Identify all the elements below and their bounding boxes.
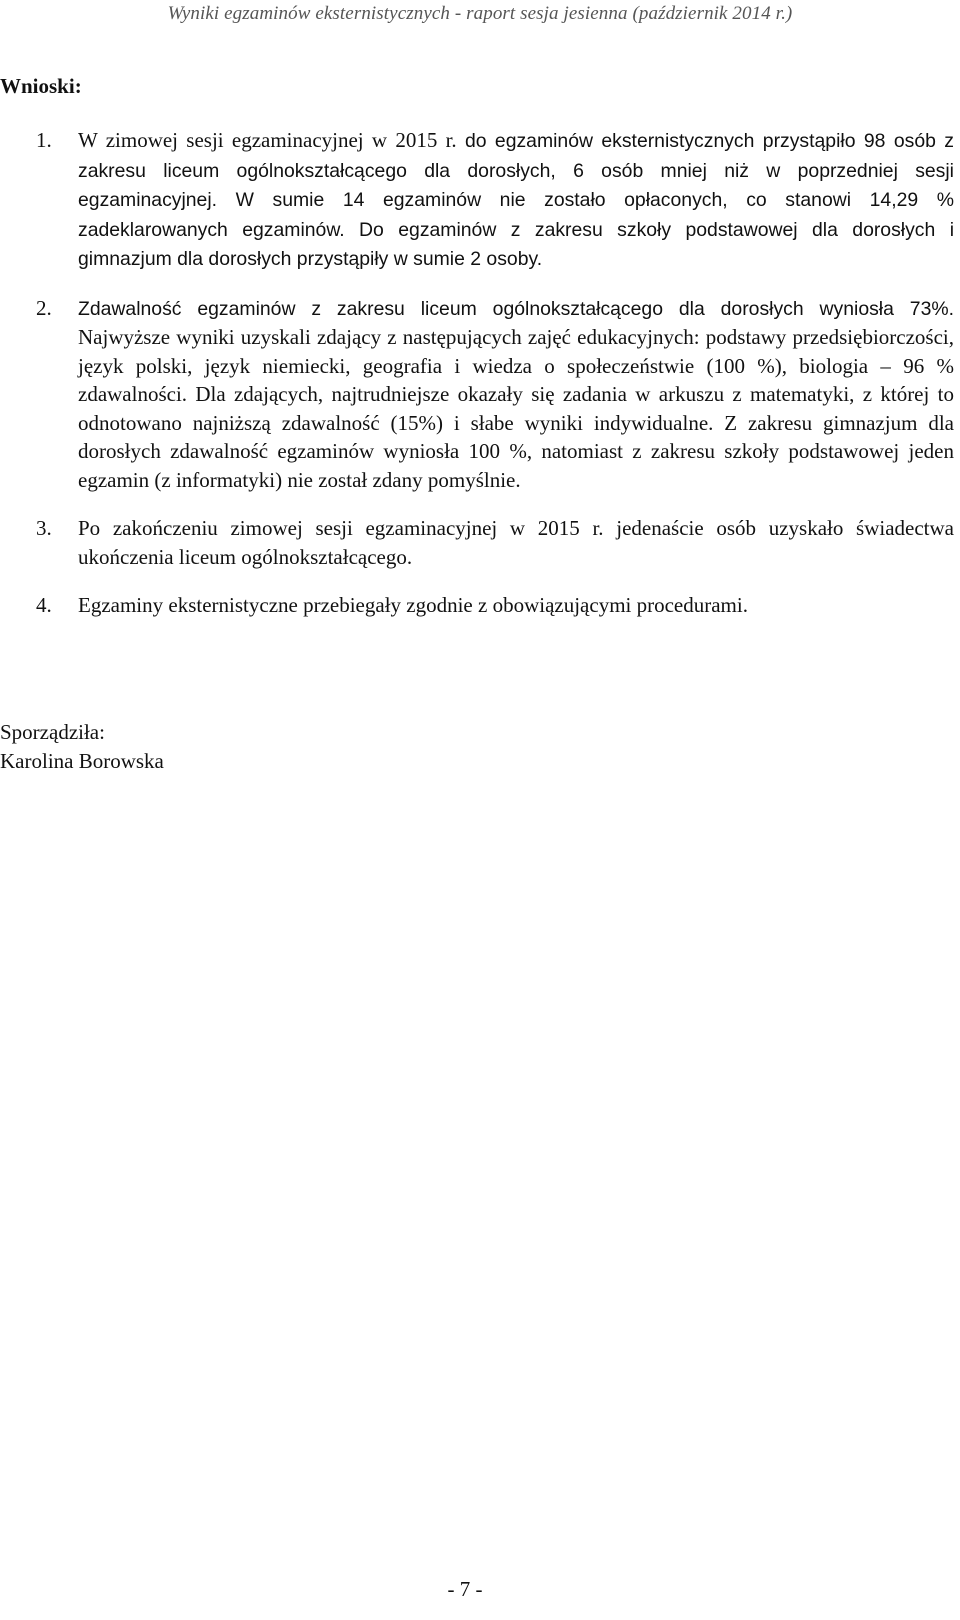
conclusion-text [78,294,954,495]
conclusion-text [78,126,954,274]
conclusions-list [36,126,954,620]
conclusion-text: Egzaminy eksternistyczne przebiegały zgodnie z obowiązującymi procedurami. [78,593,748,617]
signature-label: Sporządziła: [0,720,105,744]
conclusion-number: 3. [36,516,52,540]
signature-block [0,718,164,776]
conclusion-text: Po zakończeniu zimowej sesji egzaminacyjnej w 2015 r. jedenaście osób uzyskało świadectwa ukończenia liceum ogólnokształcącego. [78,516,954,569]
conclusion-text-part: Najwyższe wyniki uzyskali zdający z następujących zajęć edukacyjnych: podstawy przedsiębiorczości, język polski, język niemiecki, geografia i wiedza o społeczeństwie (100 %), biologia – 96 % zdawalności. Dla zdających, najtrudniejsze okazały się zadania w arkuszu z matematyki, z której to odnotowano najniższą zdawalność (15%) i słabe wyniki indywidualne. Z zakresu gimnazjum dla dorosłych zdawalność egzaminów wyniosła 100 %, natomiast z zakresu szkoły podstawowej jeden egzamin (z informatyki) nie został zdany pomyślnie. [78,325,954,492]
signature-name: Karolina Borowska [0,749,164,773]
conclusion-text-part: W zimowej sesji egzaminacyjnej w 2015 r. [78,128,465,152]
conclusion-item-2 [36,294,954,495]
conclusion-item-4 [36,591,954,620]
conclusion-text-part: do egzaminów eksternistycznych przystąpiło 98 osób z zakresu liceum ogólnokształcącego dla dorosłych, 6 osób mniej niż w poprzedniej sesji egzaminacyjnej. W sumie 14 egzaminów nie zostało opłaconych, co stanowi 14,29 % zadeklarowanych egzaminów. Do egzaminów z zakresu szkoły podstawowej dla dorosłych i gimnazjum dla dorosłych przystąpiły w sumie 2 osoby. [78,130,954,270]
conclusion-item-1 [36,126,954,274]
conclusion-text-part: Zdawalność egzaminów z zakresu liceum ogólnokształcącego dla dorosłych wyniosła 73%. [78,297,954,320]
conclusion-item-3 [36,514,954,571]
section-heading: Wnioski: [0,74,82,98]
conclusion-number: 2. [36,295,52,320]
page-number: - 7 - [447,1577,483,1601]
running-header: Wyniki egzaminów eksternistycznych - raport sesja jesienna (październik 2014 r.) [167,3,793,24]
conclusion-number: 4. [36,593,52,617]
conclusion-number: 1. [36,128,52,152]
